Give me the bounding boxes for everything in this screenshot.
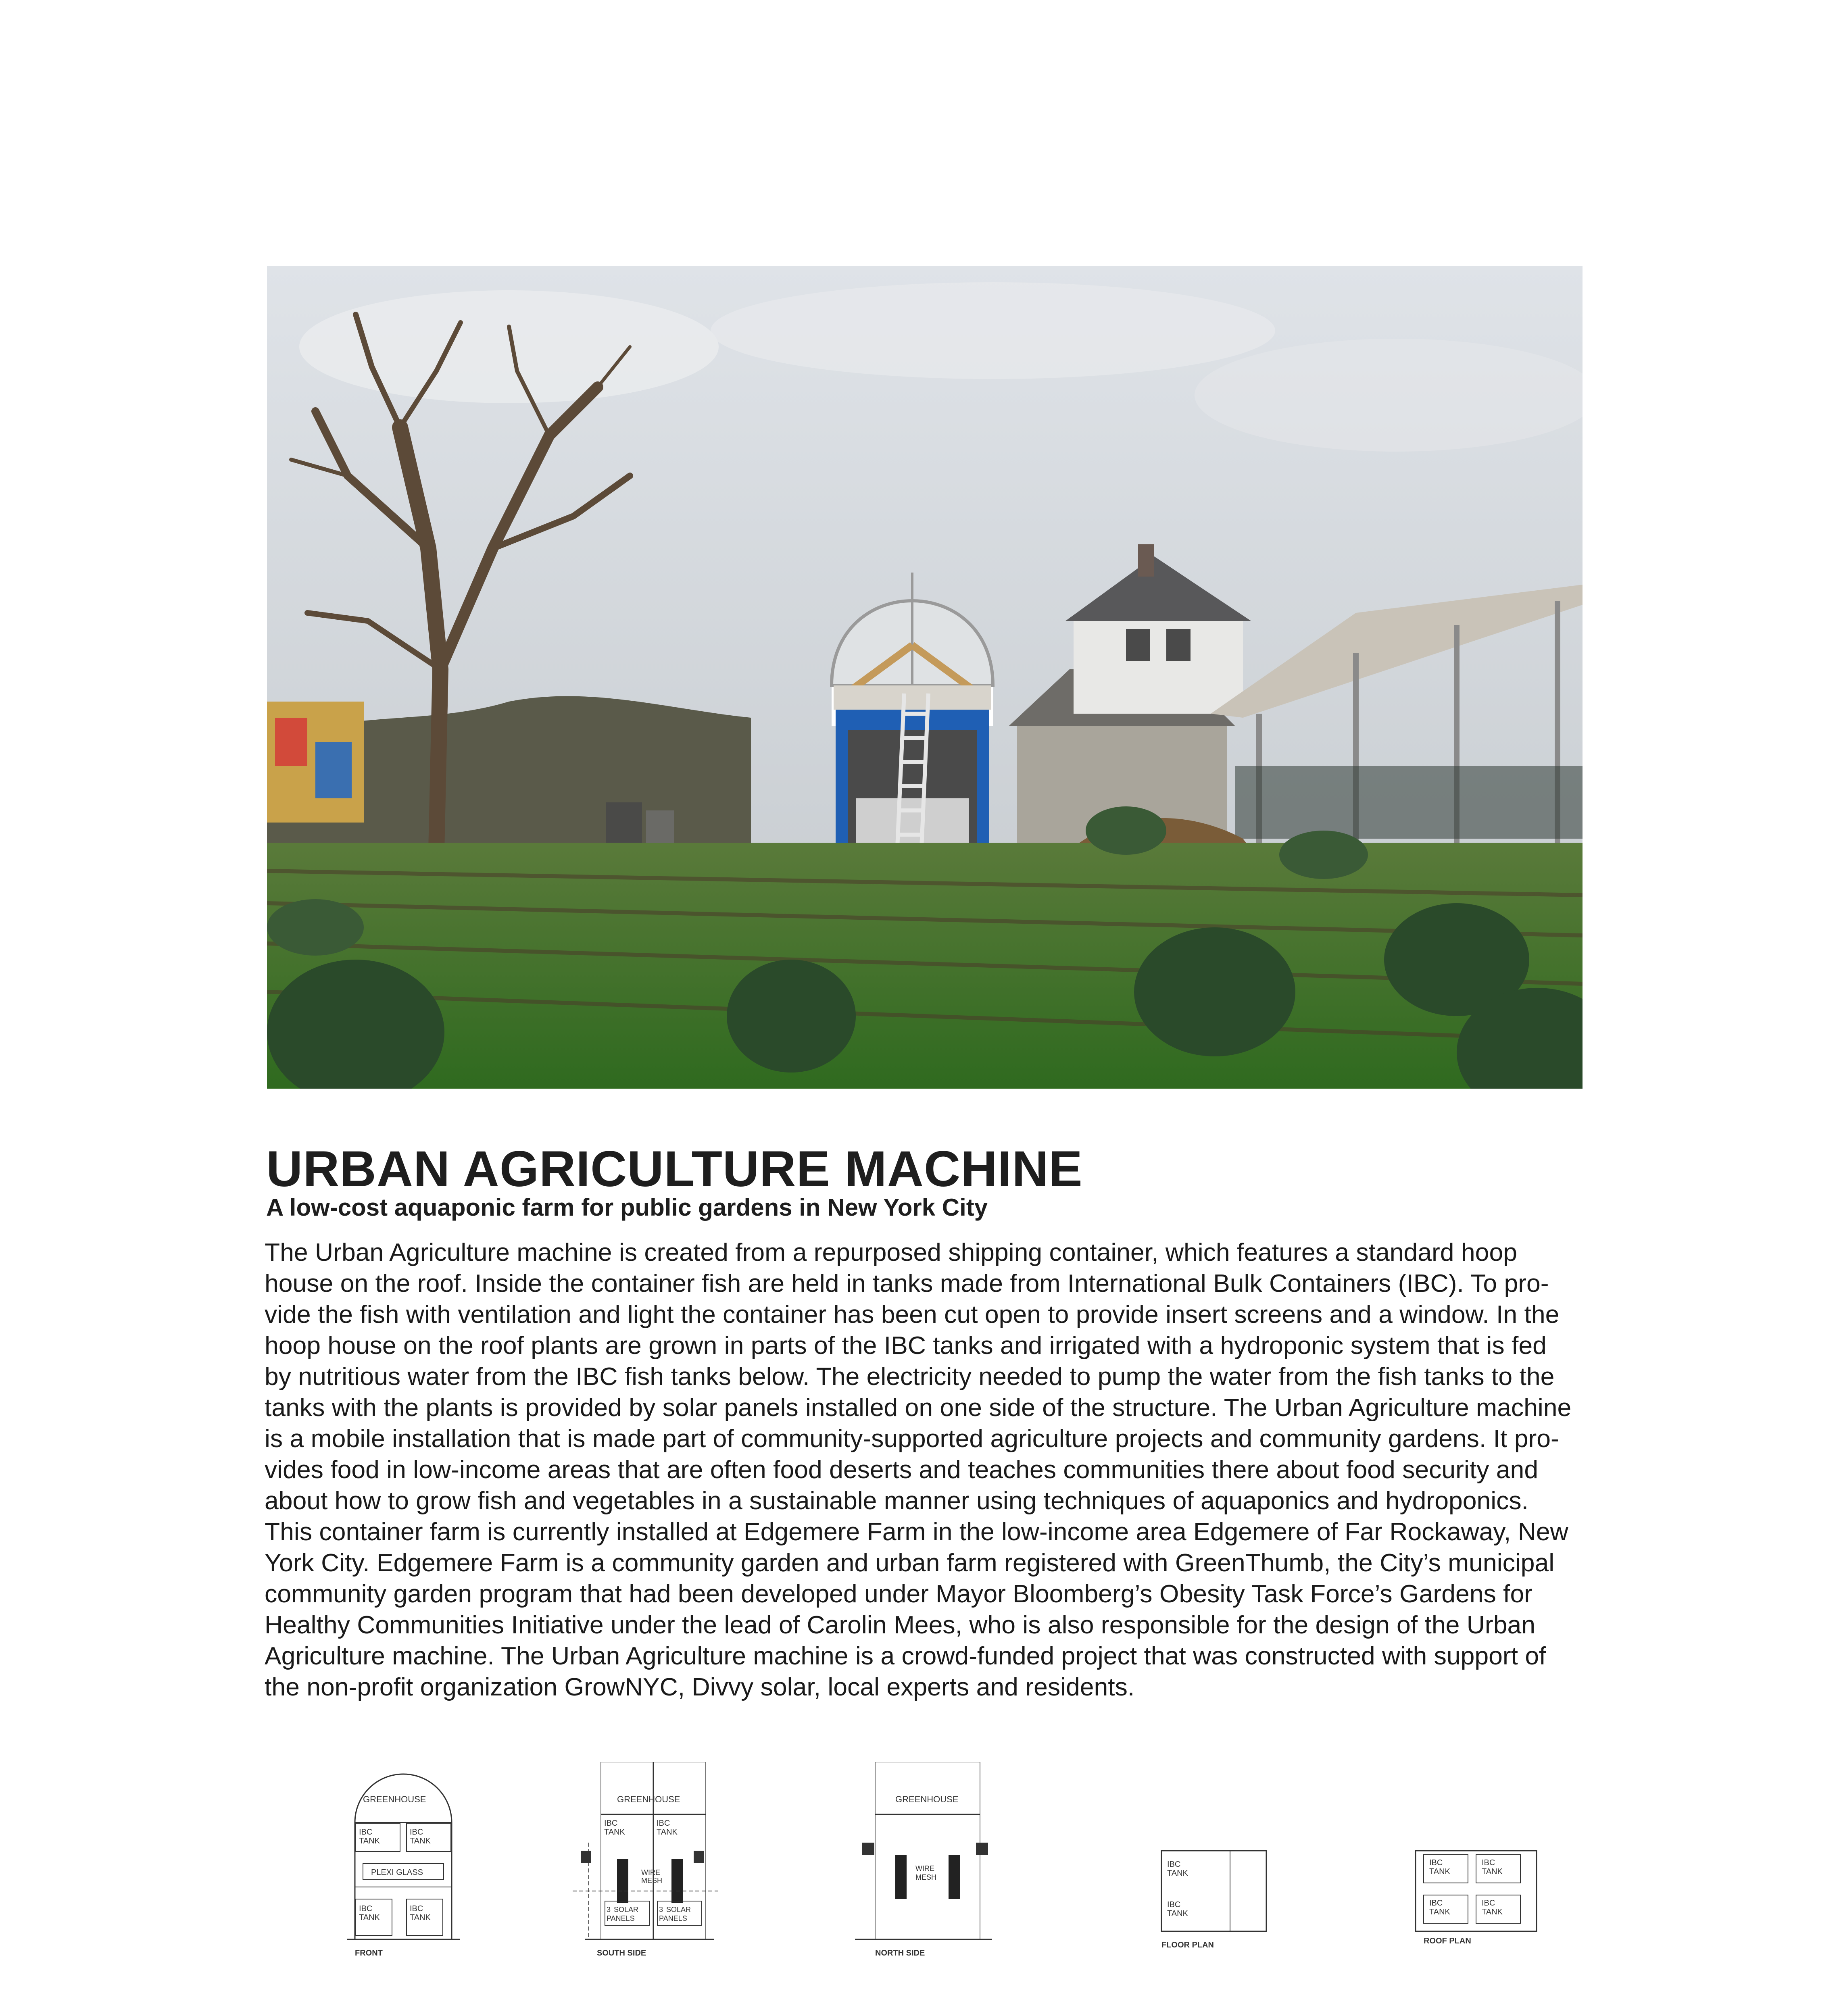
drawing-south-side	[573, 1762, 718, 1960]
floor-ibc-label: IBC	[1167, 1860, 1181, 1869]
body-line: about how to grow fish and vegetables in a sustainable manner using techniques of aquaponics and hydroponics.	[265, 1487, 1529, 1515]
floor-tank-label: TANK	[1167, 1869, 1188, 1878]
front-ibc-label: IBC	[410, 1828, 423, 1837]
drawing-north-side	[855, 1762, 992, 1960]
body-line: tanks with the plants is provided by solar panels installed on one side of the structure. The Urban Agriculture machine	[265, 1393, 1572, 1422]
south-solar-count: 3	[659, 1906, 663, 1914]
front-ibc-label: IBC	[410, 1904, 423, 1913]
body-line: community garden program that had been developed under Mayor Bloomberg’s Obesity Task Force’s Gardens for	[265, 1580, 1533, 1608]
body-line: hoop house on the roof plants are grown in parts of the IBC tanks and irrigated with a hydroponic system that is fed	[265, 1331, 1547, 1360]
south-wire-label: WIRE	[641, 1868, 660, 1876]
roof-caption: ROOF PLAN	[1424, 1937, 1471, 1945]
hero-photo	[267, 266, 1583, 1089]
front-caption: FRONT	[355, 1949, 383, 1958]
body-line: Agriculture machine. The Urban Agriculture machine is a crowd-funded project that was constructed with support of	[265, 1642, 1546, 1670]
south-tank-label: TANK	[657, 1828, 678, 1837]
roof-ibc-label: IBC	[1429, 1899, 1443, 1908]
floor-ibc-label: IBC	[1167, 1900, 1181, 1909]
drawing-front	[347, 1754, 460, 1960]
north-mesh-label: MESH	[915, 1873, 937, 1881]
page-subtitle: A low-cost aquaponic farm for public gardens in New York City	[266, 1194, 988, 1221]
north-greenhouse-label: GREENHOUSE	[895, 1794, 959, 1804]
south-ibc-label: IBC	[657, 1819, 670, 1828]
page-title: URBAN AGRICULTURE MACHINE	[266, 1141, 1083, 1197]
body-line: York City. Edgemere Farm is a community garden and urban farm registered with GreenThumb, the City’s municipal	[265, 1549, 1555, 1577]
south-panels-label: PANELS	[659, 1914, 687, 1922]
roof-ibc-label: IBC	[1429, 1858, 1443, 1867]
south-mesh-label: MESH	[641, 1876, 663, 1885]
south-greenhouse-label: GREENHOUSE	[617, 1794, 680, 1804]
body-line: Healthy Communities Initiative under the lead of Carolin Mees, who is also responsible for the design of the Urban	[265, 1611, 1535, 1639]
front-plexi-label: PLEXI GLASS	[371, 1868, 423, 1877]
body-line: the non-profit organization GrowNYC, Divvy solar, local experts and residents.	[265, 1673, 1135, 1701]
south-tank-label: TANK	[604, 1828, 625, 1837]
body-line: vides food in low-income areas that are often food deserts and teaches communities there about food security and	[265, 1456, 1539, 1484]
body-line: house on the roof. Inside the container fish are held in tanks made from International Bulk Containers (IBC). To pro-	[265, 1269, 1549, 1297]
drawing-floor-plan	[1157, 1847, 1274, 1960]
floor-tank-label: TANK	[1167, 1909, 1188, 1918]
front-tank-label: TANK	[410, 1837, 431, 1845]
south-solar-count: 3	[607, 1906, 611, 1914]
front-ibc-label: IBC	[359, 1904, 373, 1913]
drawing-roof-plan	[1412, 1847, 1545, 1960]
front-greenhouse-label: GREENHOUSE	[363, 1794, 426, 1804]
front-tank-label: TANK	[410, 1913, 431, 1922]
roof-tank-label: TANK	[1482, 1867, 1503, 1876]
south-panels-label: PANELS	[607, 1914, 635, 1922]
floor-caption: FLOOR PLAN	[1161, 1941, 1214, 1949]
south-solar-label: SOLAR	[614, 1906, 639, 1914]
body-line: by nutritious water from the IBC fish tanks below. The electricity needed to pump the water from the fish tanks to the	[265, 1362, 1555, 1391]
body-line: This container farm is currently installed at Edgemere Farm in the low-income area Edgemere of Far Rockaway, New	[265, 1518, 1568, 1546]
north-caption: NORTH SIDE	[875, 1949, 925, 1958]
roof-tank-label: TANK	[1429, 1867, 1450, 1876]
body-paragraph	[265, 1237, 1595, 1703]
roof-tank-label: TANK	[1482, 1908, 1503, 1916]
body-line: vide the fish with ventilation and light the container has been cut open to provide insert screens and a window. In the	[265, 1300, 1560, 1329]
roof-ibc-label: IBC	[1482, 1858, 1495, 1867]
south-caption: SOUTH SIDE	[597, 1949, 646, 1958]
front-ibc-label: IBC	[359, 1828, 373, 1837]
body-line: The Urban Agriculture machine is created from a repurposed shipping container, which features a standard hoop	[265, 1238, 1517, 1266]
body-line: is a mobile installation that is made part of community-supported agriculture projects and community gardens. It pro-	[265, 1425, 1559, 1453]
front-tank-label: TANK	[359, 1837, 380, 1845]
roof-tank-label: TANK	[1429, 1908, 1450, 1916]
south-ibc-label: IBC	[604, 1819, 618, 1828]
south-solar-label: SOLAR	[666, 1906, 691, 1914]
roof-ibc-label: IBC	[1482, 1899, 1495, 1908]
front-tank-label: TANK	[359, 1913, 380, 1922]
north-wire-label: WIRE	[915, 1864, 934, 1872]
